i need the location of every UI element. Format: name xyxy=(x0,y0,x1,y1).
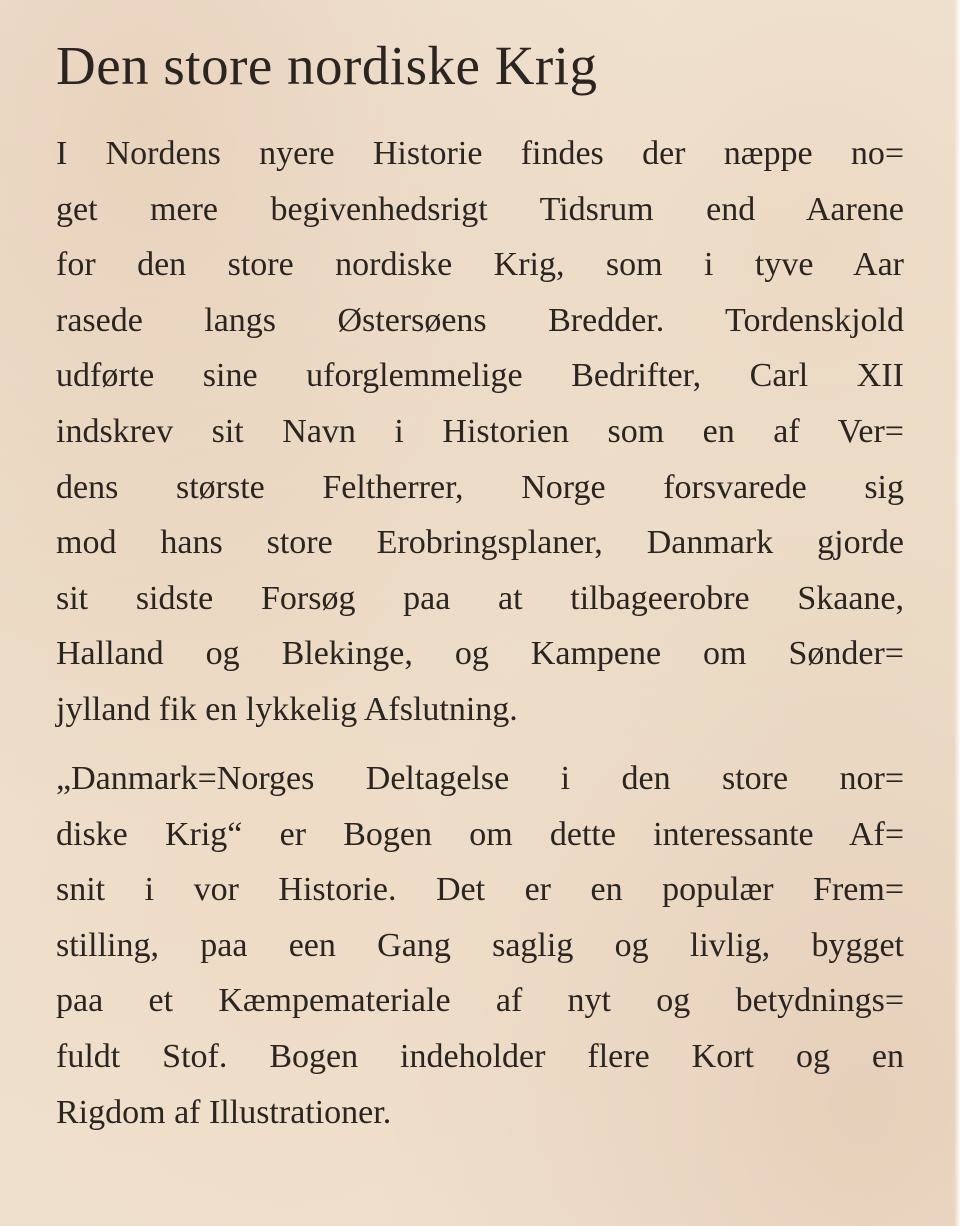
text-line: paa et Kæmpemateriale af nyt og betydnings= xyxy=(56,982,904,1020)
text-line: rasede langs Østersøens Bredder. Tordenskjold xyxy=(56,301,904,339)
text-line: dens største Feltherrer, Norge forsvarede sig xyxy=(56,468,904,506)
text-line: diske Krig“ er Bogen om dette interessante Af= xyxy=(56,815,904,853)
text-line: udførte sine uforglemmelige Bedrifter, Carl XII xyxy=(56,357,904,395)
page-title: Den store nordiske Krig xyxy=(56,35,598,96)
text-line: snit i vor Historie. Det er en populær Frem= xyxy=(56,871,904,909)
paragraph-1 xyxy=(56,126,904,738)
paper-edge xyxy=(954,0,960,1226)
text-line: indskrev sit Navn i Historien som en af Ver= xyxy=(56,412,904,450)
text-line: sit sidste Forsøg paa at tilbageerobre Skaane, xyxy=(56,579,904,617)
text-line: I Nordens nyere Historie findes der næppe no= xyxy=(56,135,904,172)
text-line: for den store nordiske Krig, som i tyve Aar xyxy=(56,246,904,284)
text-line: „Danmark=Norges Deltagelse i den store nor= xyxy=(56,760,904,797)
text-line: mod hans store Erobringsplaner, Danmark gjorde xyxy=(56,524,904,562)
text-line: jylland fik en lykkelig Afslutning. xyxy=(56,690,518,728)
text-line: fuldt Stof. Bogen indeholder flere Kort og en xyxy=(56,1037,904,1075)
text-line: get mere begivenhedsrigt Tidsrum end Aarene xyxy=(56,190,904,228)
text-line: Rigdom af Illustrationer. xyxy=(56,1093,392,1131)
paragraph-2 xyxy=(56,751,904,1140)
text-line: Halland og Blekinge, og Kampene om Sønder= xyxy=(56,635,904,673)
text-line: stilling, paa een Gang saglig og livlig, bygget xyxy=(56,926,904,964)
